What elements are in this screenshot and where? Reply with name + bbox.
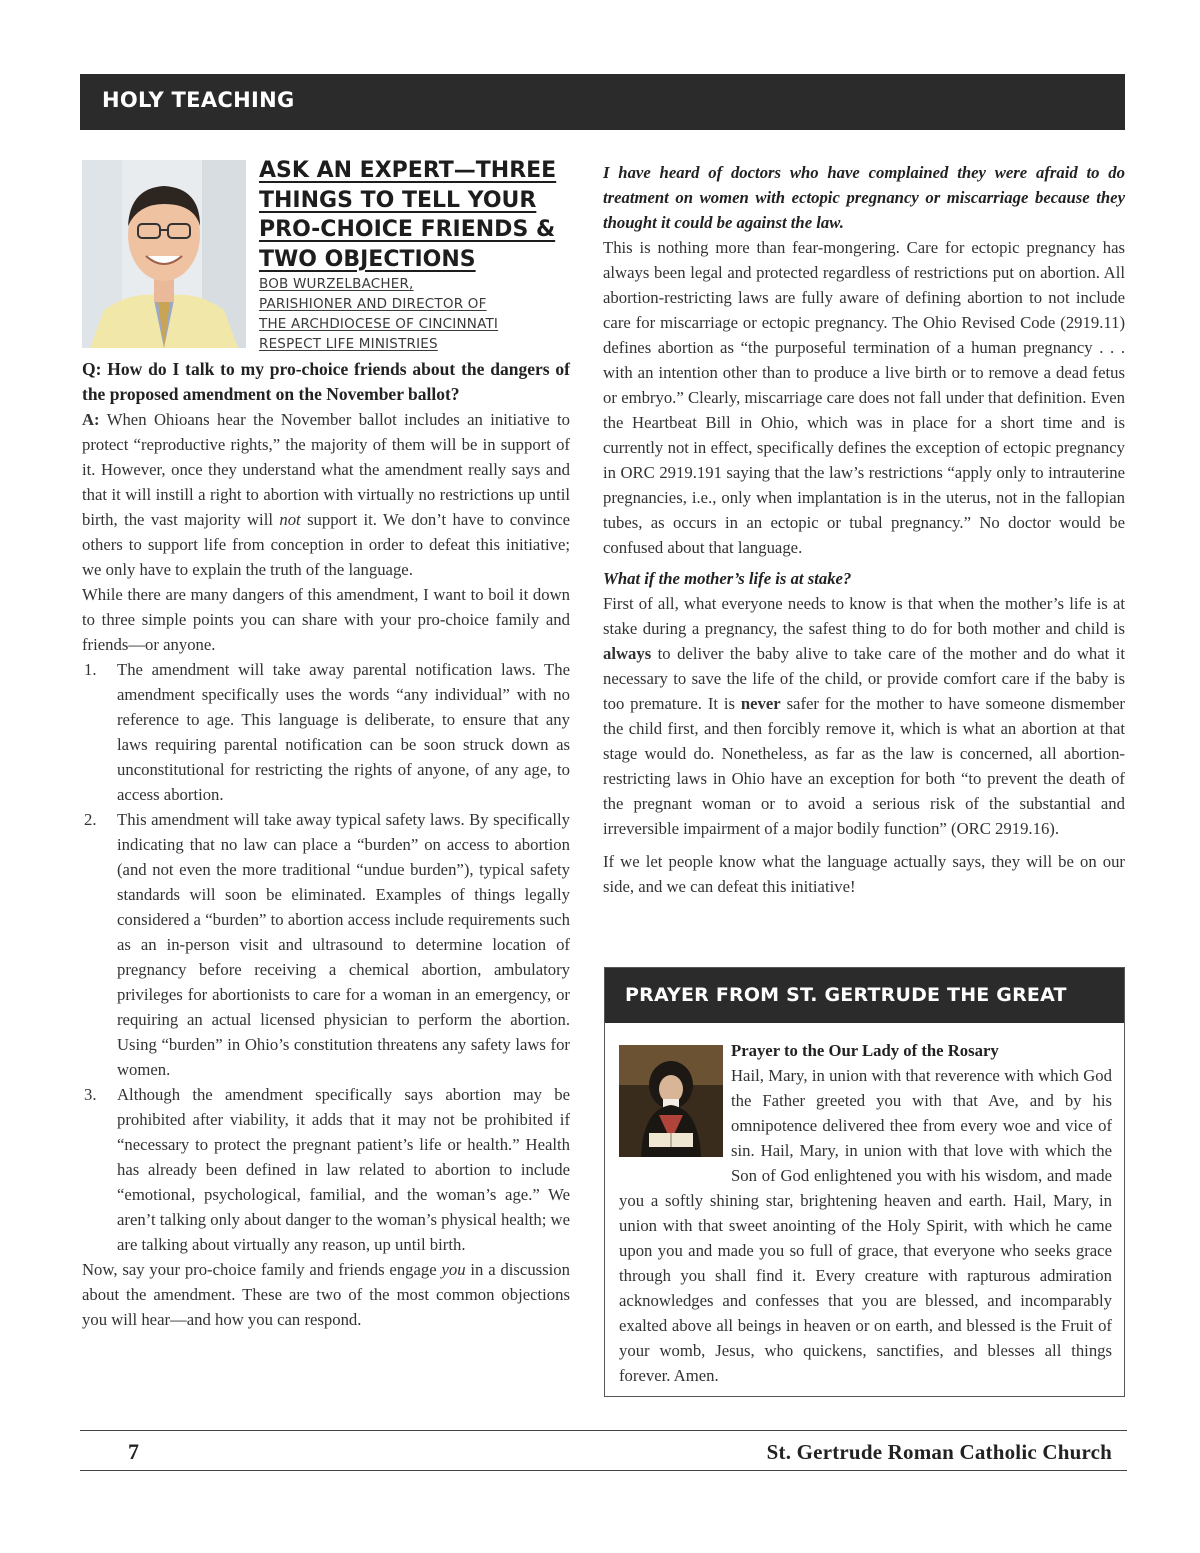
section-title: HOLY TEACHING bbox=[102, 88, 295, 112]
points-list bbox=[82, 657, 570, 1257]
closing-text: Now, say your pro-choice family and friends engage bbox=[82, 1260, 442, 1279]
prayer-text bbox=[619, 1038, 1112, 1388]
byline-line: THE ARCHDIOCESE OF CINCINNATI bbox=[259, 316, 499, 332]
list-item bbox=[82, 1082, 570, 1257]
list-number: 1. bbox=[84, 660, 97, 679]
headline-line: TWO OBJECTIONS bbox=[259, 246, 476, 272]
prayer-header-title: PRAYER FROM ST. GERTRUDE THE GREAT bbox=[625, 984, 1067, 1006]
prayer-box bbox=[604, 967, 1125, 1397]
answer-text: to deliver the baby alive to take care of the mother and do what it necessary to save the life of the child, or provide comfort care if the baby is too premature. It is bbox=[603, 644, 1125, 713]
closing-text: in a discussion about the amendment. These are two of the most common objections you will hear—and how you can respond. bbox=[82, 1260, 570, 1329]
article-left-column bbox=[82, 357, 570, 1332]
answer-emphasis: not bbox=[279, 510, 301, 529]
footer-rule-bottom bbox=[80, 1470, 1127, 1471]
page-number: 7 bbox=[128, 1439, 139, 1464]
list-text: This amendment will take away typical safety laws. By specifically indicating that no law can place a “burden” on access to abortion (and not even the more traditional “undue burden”), typical safety standards will soon be eliminated. Examples of things legally considered a “burden” to abortion access include requirements such as an in-person visit and ultrasound to determine location of pregnancy before receiving a chemical abortion, ambulatory privileges for abortionists to care for a woman in an emergency, or requiring an actual licensed physician to perform the abortion. Using “burden” in Ohio’s constitution threatens any safety laws for women. bbox=[117, 810, 570, 1079]
answer-text: When Ohioans hear the November ballot includes an initiative to protect “reproductive rights,” the majority of them will be in support of it. However, once they understand what the amendment really says and that it will instill a right to abortion with virtually no restrictions up until birth, the vast majority will bbox=[82, 410, 570, 529]
footer-rule-top bbox=[80, 1430, 1127, 1431]
list-text: Although the amendment specifically says abortion may be prohibited after viability, it adds that it may not be prohibited if “necessary to protect the pregnant patient’s life or health.” Health has already been defined in law related to abortion to include “emotional, psychological, familial, and the woman’s age.” We aren’t talking only about danger to the woman’s physical health; we are talking about virtually any reason, up until birth. bbox=[117, 1085, 570, 1254]
headline-line: PRO-CHOICE FRIENDS & bbox=[259, 217, 556, 242]
conclusion-paragraph: If we let people know what the language actually says, they will be on our side, and we can defeat this initiative! bbox=[603, 852, 1125, 896]
headline-line: ASK AN EXPERT—THREE bbox=[259, 158, 557, 183]
headline-line: THINGS TO TELL YOUR bbox=[259, 187, 537, 213]
author-photo bbox=[82, 160, 246, 348]
objection-question: What if the mother’s life is at stake? bbox=[603, 569, 852, 588]
objection-answer: This is nothing more than fear-mongering. Care for ectopic pregnancy has always been legal and protected regardless of restrictions put on abortion. All abortion-restricting laws are fully aware of defining abortion to not include care for miscarriage or ectopic pregnancy. The Ohio Revised Code (2919.11) defines abortion as “the purposeful termination of a human pregnancy . . . with an intention other than to produce a live birth or to remove a dead fetus or embryo.” Clearly, miscarriage care does not fall under that definition. Even the Heartbeat Bill in Ohio, which was in place for a short time and is currently not in effect, specifically defines the exception of ectopic pregnancy in ORC 2919.191 saying that the law’s restrictions “apply only to intrauterine pregnancies, i.e., only when implantation is in the uterus, not in the fallopian tubes, as occurs in an ectopic or tubal pregnancy.” No doctor would be confused about that language. bbox=[603, 238, 1125, 557]
section-banner bbox=[80, 74, 1125, 130]
answer-text: First of all, what everyone needs to know is that when the mother’s life is at stake during a pregnancy, the safest thing to do for both mother and child is bbox=[603, 594, 1125, 638]
objection-question: I have heard of doctors who have complained they were afraid to do treatment on women with ectopic pregnancy or miscarriage because they thought it could be against the law. bbox=[603, 163, 1125, 232]
list-item bbox=[82, 807, 570, 1082]
intro-paragraph: While there are many dangers of this amendment, I want to boil it down to three simple points you can share with your pro-choice family and friends—or anyone. bbox=[82, 585, 570, 654]
byline-line: BOB WURZELBACHER, bbox=[259, 276, 414, 292]
byline-line: PARISHIONER AND DIRECTOR OF bbox=[259, 296, 487, 312]
answer-label: A: bbox=[82, 410, 100, 429]
list-number: 3. bbox=[84, 1085, 97, 1104]
prayer-body: Hail, Mary, in union with that reverence with which God the Father greeted you with that Ave, and by his omnipotence delivered thee from every woe and vice of sin. Hail, Mary, in union with that love with which the Son of God enlightened you with his wisdom, and made you a softly shining star, brightening heaven and earth. Hail, Mary, in union with that sweet anointing of the Holy Spirit, with which he came upon you and made you so full of grace, that everyone who seeks grace through you shall find it. Every creature with rapturous admiration acknowledges and confesses that you are blessed, and incomparably exalted above all beings in heaven or on earth, and blessed is the Fruit of your womb, Jesus, who quickens, sanctifies, and blesses all things forever. Amen. bbox=[619, 1066, 1112, 1385]
article-headline bbox=[259, 156, 569, 354]
list-number: 2. bbox=[84, 810, 97, 829]
objection-answer bbox=[603, 591, 1125, 841]
answer-emphasis: always bbox=[603, 644, 652, 663]
list-item bbox=[82, 657, 570, 807]
answer-paragraph bbox=[82, 407, 570, 582]
closing-emphasis: you bbox=[441, 1260, 466, 1279]
closing-paragraph bbox=[82, 1257, 570, 1332]
prayer-header bbox=[605, 968, 1124, 1023]
image-spacer bbox=[619, 1038, 731, 1166]
question: Q: How do I talk to my pro-choice friends about the dangers of the proposed amendment on the November ballot? bbox=[82, 359, 570, 404]
byline-line: RESPECT LIFE MINISTRIES bbox=[259, 336, 438, 352]
answer-text: safer for the mother to have someone dismember the child first, and then forcibly remove it, which is what an abortion at that stage would do. Nonetheless, as far as the law is concerned, all abortion-restricting laws in Ohio have an exception for both “to prevent the death of the pregnant woman or to avoid a serious risk of the substantial and irreversible impairment of a major bodily function” (ORC 2919.16). bbox=[603, 694, 1125, 838]
answer-text: support it. We don’t have to convince others to support life from conception in order to defeat this initiative; we only have to explain the truth of the language. bbox=[82, 510, 570, 579]
list-text: The amendment will take away parental notification laws. The amendment specifically uses the words “any individual” with no reference to age. This language is deliberate, to ensure that any laws requiring parental notification can be soon struck down as unconstitutional for restricting the rights of anyone, of any age, to access abortion. bbox=[117, 660, 570, 804]
article-right-column bbox=[603, 160, 1125, 899]
church-name: St. Gertrude Roman Catholic Church bbox=[766, 1440, 1112, 1464]
answer-emphasis: never bbox=[740, 694, 781, 713]
prayer-title: Prayer to the Our Lady of the Rosary bbox=[731, 1041, 999, 1060]
